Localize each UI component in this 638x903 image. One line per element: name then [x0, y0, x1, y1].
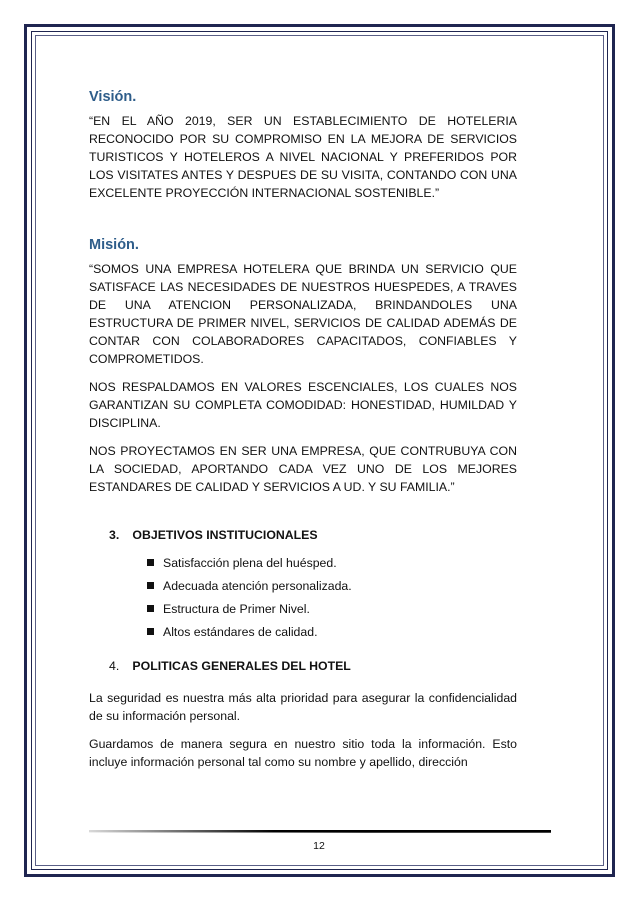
list-item: Satisfacción plena del huésped. — [147, 554, 517, 572]
footer-rule-thin — [89, 832, 551, 833]
list-item: Adecuada atención personalizada. — [147, 577, 517, 595]
politicas-paragraph: Guardamos de manera segura en nuestro sitio toda la información. Esto incluye información personal tal como su nombre y apellido, dirección — [89, 737, 517, 769]
page-number: 12 — [313, 840, 325, 852]
list-item: Estructura de Primer Nivel. — [147, 600, 517, 618]
mision-paragraph: NOS RESPALDAMOS EN VALORES ESCENCIALES, LOS CUALES NOS GARANTIZAN SU COMPLETA COMODIDAD: HONESTIDAD, HUMILDAD Y DISCIPLINA. — [89, 380, 517, 430]
square-bullet-icon — [147, 559, 154, 566]
mision-paragraph: NOS PROYECTAMOS EN SER UNA EMPRESA, QUE CONTRUBUYA CON LA SOCIEDAD, APORTANDO CADA VEZ UNO DE LOS MEJORES ESTANDARES DE CALIDAD Y SERVICIOS A UD. Y SU FAMILIA.” — [89, 444, 517, 494]
politicas-title-text: POLITICAS GENERALES DEL HOTEL — [132, 659, 351, 673]
politicas-paragraph: La seguridad es nuestra más alta prioridad para asegurar la confidencialidad de su información personal. — [89, 691, 517, 723]
vision-text: “EN EL AÑO 2019, SER UN ESTABLECIMIENTO DE HOTELERIA RECONOCIDO POR SU COMPROMISO EN LA MEJORA DE SERVICIOS TURISTICOS Y HOTELEROS A NIVEL NACIONAL Y PREFERIDOS POR LOS VISITATES ANTES Y DESPUES DE SU VISITA, CONTANDO CON UNA EXCELENTE PROYECCIÓN INTERNACIONAL SOSTENIBLE.” — [89, 114, 517, 200]
objetivos-section — [89, 526, 517, 641]
objetivos-title-text: OBJETIVOS INSTITUCIONALES — [132, 528, 318, 542]
square-bullet-icon — [147, 628, 154, 635]
mision-section — [89, 236, 517, 496]
list-item: Altos estándares de calidad. — [147, 623, 517, 641]
objetivos-title — [109, 526, 517, 544]
vision-section — [89, 88, 517, 202]
square-bullet-icon — [147, 582, 154, 589]
politicas-title — [109, 657, 517, 675]
page-content — [89, 88, 517, 781]
politicas-number: 4. — [109, 659, 120, 673]
mision-heading: Misión. — [89, 237, 139, 253]
objetivos-list — [147, 554, 517, 641]
vision-heading: Visión. — [89, 89, 137, 105]
square-bullet-icon — [147, 605, 154, 612]
mision-paragraph: “SOMOS UNA EMPRESA HOTELERA QUE BRINDA UN SERVICIO QUE SATISFACE LAS NECESIDADES DE NUESTROS HUESPEDES, A TRAVES DE UNA ATENCION PERSONALIZADA, BRINDANDOLES UNA ESTRUCTURA DE PRIMER NIVEL, SERVICIOS DE CALIDAD ADEMÁS DE CONTAR CON COLABORADORES CAPACITADOS, CONFIABLES Y COMPROMETIDOS. — [89, 262, 517, 366]
objetivos-number: 3. — [109, 528, 120, 542]
politicas-section — [89, 657, 517, 771]
